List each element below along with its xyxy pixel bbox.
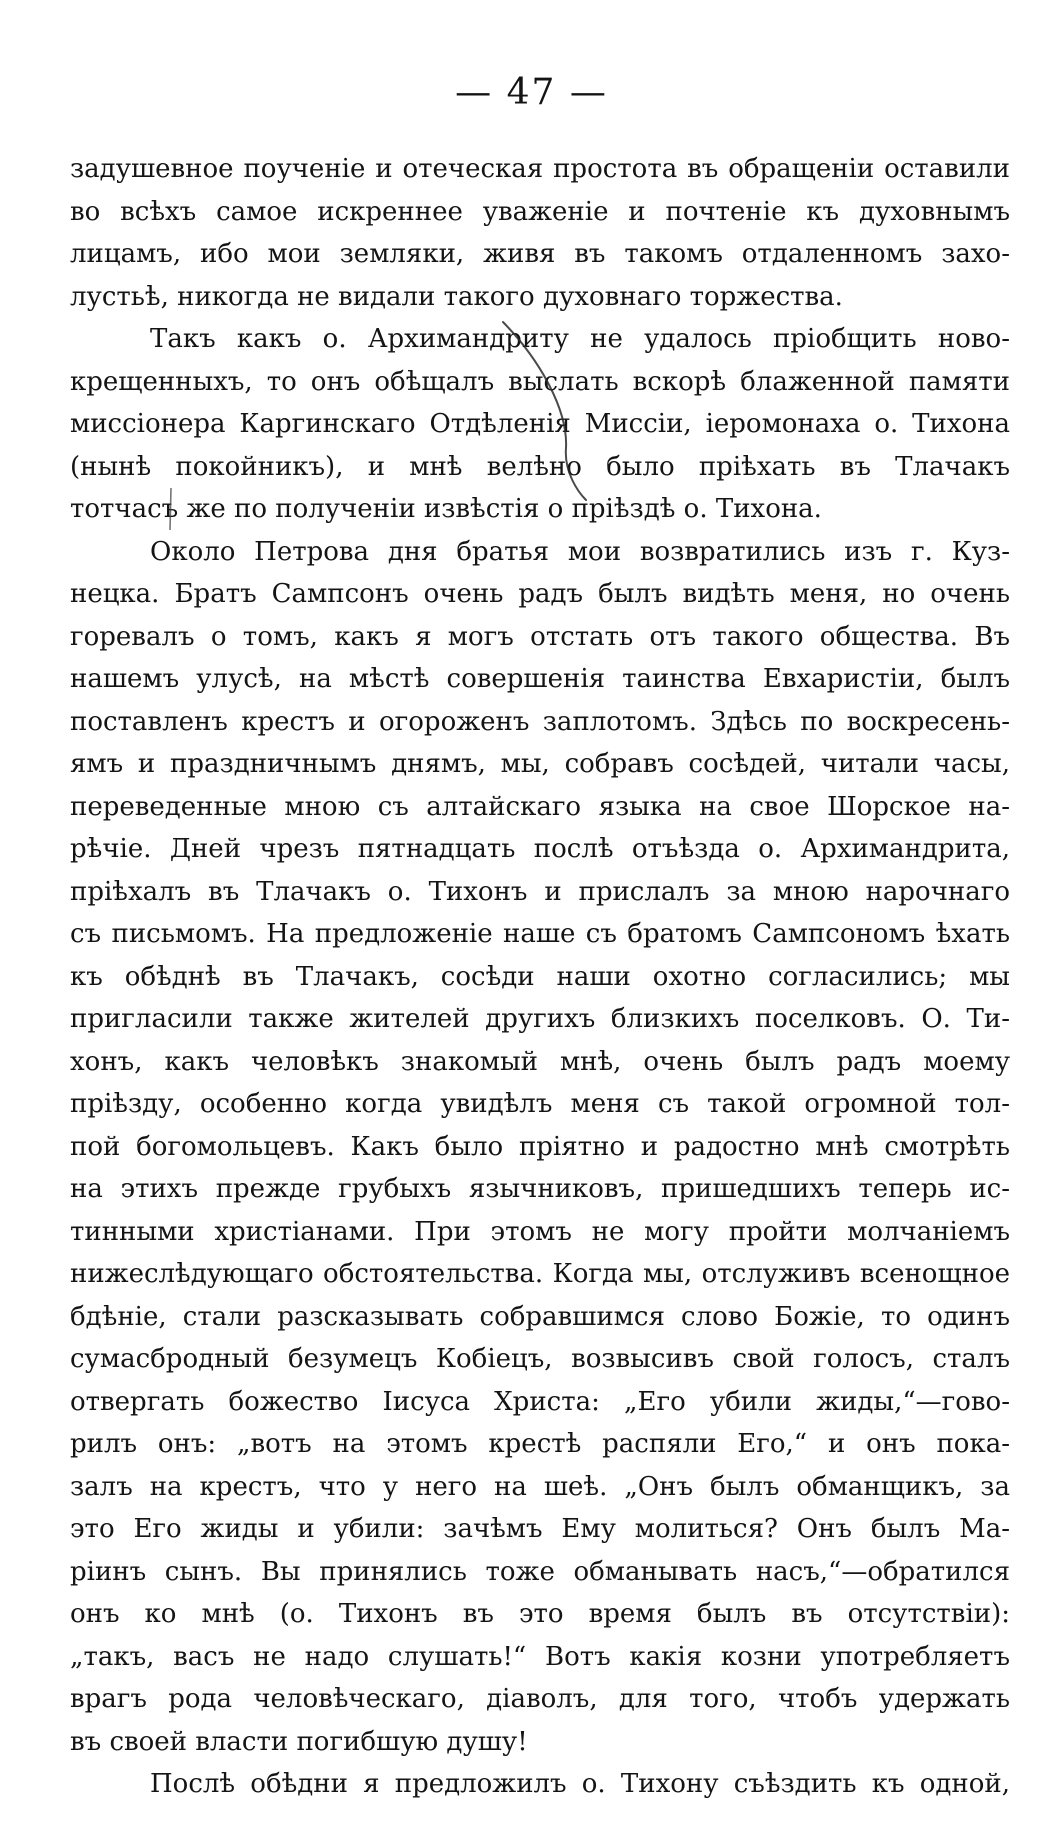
text-line: Послѣ обѣдни я предложилъ о. Тихону съѣздить къ одной, [150, 1769, 1010, 1799]
text-line: лицамъ, ибо мои земляки, живя въ такомъ отдаленномъ захо- [70, 239, 1010, 269]
text-line: это Его жиды и убили: зачѣмъ Ему молиться? Онъ былъ Ма- [70, 1514, 1010, 1544]
text-line: бдѣніе, стали разсказывать собравшимся слово Божіе, то одинъ [70, 1301, 1010, 1332]
text-line: сумасбродный безумецъ Кобіецъ, возвысивъ свой голосъ, сталъ [70, 1344, 1010, 1374]
text-line: ріинъ сынъ. Вы принялись тоже обманывать насъ,“—обратился [70, 1556, 1010, 1587]
text-line: крещенныхъ, то онъ обѣщалъ выслать вскорѣ блаженной памяти [70, 366, 1010, 397]
text-line: миссіонера Каргинскаго Отдѣленія Миссіи, іеромонаха о. Тихона [70, 409, 1010, 439]
text-line: задушевное поученіе и отеческая простота въ обращеніи оставили [70, 154, 1010, 184]
text-line: (нынѣ покойникъ), и мнѣ велѣно было пріѣхать въ Тлачакъ [70, 451, 1010, 482]
text-line: лустьѣ, никогда не видали такого духовнаго торжества. [70, 281, 843, 312]
text-line: горевалъ о томъ, какъ я могъ отстать отъ такого общества. Въ [70, 621, 1010, 652]
body-text [70, 148, 1010, 1806]
text-line: отвергать божество Іисуса Христа: „Его убили жиды,“—гово- [70, 1386, 1010, 1417]
text-line: пріѣхалъ въ Тлачакъ о. Тихонъ и прислалъ за мною нарочнаго [70, 876, 1010, 907]
page-number: — 47 — [455, 72, 608, 113]
text-line: пригласили также жителей другихъ близкихъ поселковъ. О. Ти- [70, 1004, 1010, 1034]
text-line: онъ ко мнѣ (о. Тихонъ въ это время былъ въ отсутствіи): [70, 1599, 1010, 1629]
text-line: тотчасъ же по полученіи извѣстія о пріѣздѣ о. Тихона. [70, 494, 822, 524]
text-line: нецка. Братъ Сампсонъ очень радъ былъ видѣть меня, но очень [70, 579, 1010, 609]
text-line: нашемъ улусѣ, на мѣстѣ совершенія таинства Евхаристіи, былъ [70, 664, 1010, 694]
text-line: съ письмомъ. На предложеніе наше съ братомъ Сампсономъ ѣхать [70, 919, 1010, 949]
text-line: поставленъ крестъ и огороженъ заплотомъ. Здѣсь по воскресень- [70, 706, 1010, 737]
text-line: переведенные мною съ алтайскаго языка на свое Шорское на- [70, 791, 1010, 822]
text-line: „такъ, васъ не надо слушать!“ Вотъ какія козни употребляетъ [70, 1641, 1010, 1672]
text-line: рилъ онъ: „вотъ на этомъ крестѣ распяли Его,“ и онъ пока- [70, 1429, 1010, 1459]
text-line: пріѣзду, особенно когда увидѣлъ меня съ такой огромной тол- [70, 1089, 1010, 1119]
text-line: во всѣхъ самое искреннее уваженіе и почтеніе къ духовнымъ [70, 196, 1010, 227]
text-line: залъ на крестъ, что у него на шеѣ. „Онъ былъ обманщикъ, за [70, 1471, 1010, 1502]
text-line: рѣчіе. Дней чрезъ пятнадцать послѣ отъѣзда о. Архимандрита, [70, 834, 1010, 864]
text-line: хонъ, какъ человѣкъ знакомый мнѣ, очень былъ радъ моему [70, 1046, 1010, 1077]
text-line: Около Петрова дня братья мои возвратились изъ г. Куз- [150, 536, 1010, 567]
text-line: на этихъ прежде грубыхъ язычниковъ, пришедшихъ теперь ис- [70, 1174, 1010, 1204]
text-line: къ обѣднѣ въ Тлачакъ, сосѣди наши охотно согласились; мы [70, 961, 1010, 992]
text-line: тинными христіанами. При этомъ не могу пройти молчаніемъ [70, 1216, 1010, 1247]
text-line: нижеслѣдующаго обстоятельства. Когда мы, отслуживъ всенощное [70, 1259, 1010, 1289]
text-line: пой богомольцевъ. Какъ было пріятно и радостно мнѣ смотрѣть [70, 1131, 1010, 1162]
text-line: Такъ какъ о. Архимандриту не удалось пріобщить ново- [150, 324, 1010, 354]
text-line: ямъ и праздничнымъ днямъ, мы, собравъ сосѣдей, читали часы, [70, 749, 1010, 779]
text-line: въ своей власти погибшую душу! [70, 1726, 528, 1757]
text-line: врагъ рода человѣческаго, діаволъ, для того, чтобъ удержать [70, 1684, 1010, 1714]
